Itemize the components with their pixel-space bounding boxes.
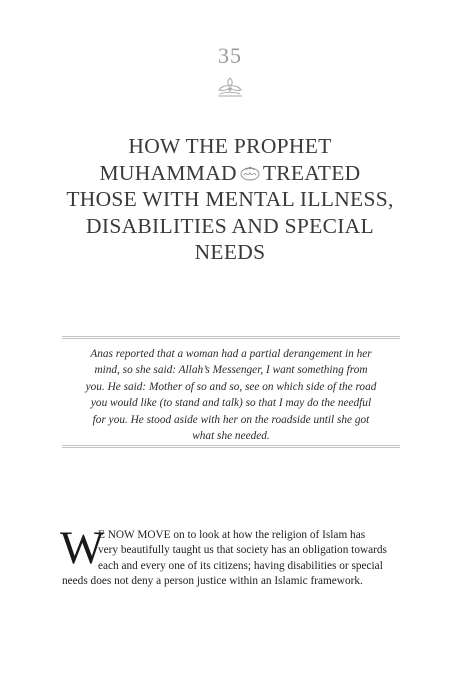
title-line-2-start: MUHAMMAD xyxy=(99,160,237,185)
epigraph-top-rule xyxy=(62,336,400,339)
epigraph-quote xyxy=(62,346,400,444)
epigraph-bottom-rule xyxy=(62,445,400,448)
body-paragraph xyxy=(60,522,402,589)
salawat-calligraphy-icon xyxy=(239,164,261,182)
epigraph-line: Anas reported that a woman had a partial derangement in her xyxy=(90,348,372,360)
title-line-5: NEEDS xyxy=(194,240,266,264)
epigraph-line: you. He said: Mother of so and so, see on which side of the road xyxy=(85,380,377,393)
chapter-number: 35 xyxy=(218,43,242,68)
epigraph-line: you would like (to stand and talk) so that I may do the needful xyxy=(90,397,372,410)
drop-cap: W xyxy=(60,522,105,574)
chapter-title xyxy=(20,133,440,266)
title-line-2 xyxy=(20,160,440,187)
body-line: needs does not deny a person justice within an Islamic framework. xyxy=(62,574,363,587)
epigraph-line: what she needed. xyxy=(192,430,270,443)
epigraph-line: mind, so she said: Allah’s Messenger, I want something from xyxy=(94,364,368,377)
title-line-1: HOW THE PROPHET xyxy=(128,134,332,158)
floral-ornament-icon xyxy=(215,76,245,98)
body-line: each and every one of its citizens; having disabilities or special xyxy=(98,559,383,572)
body-line: very beautifully taught us that society has an obligation towards xyxy=(98,544,387,557)
title-line-3: THOSE WITH MENTAL ILLNESS, xyxy=(66,187,394,211)
title-line-4: DISABILITIES AND SPECIAL xyxy=(86,213,374,238)
body-line: E NOW MOVE on to look at how the religion of Islam has xyxy=(98,529,366,541)
epigraph-line: for you. He stood aside with her on the roadside until she got xyxy=(92,413,370,426)
title-line-2-end: TREATED xyxy=(262,160,361,185)
